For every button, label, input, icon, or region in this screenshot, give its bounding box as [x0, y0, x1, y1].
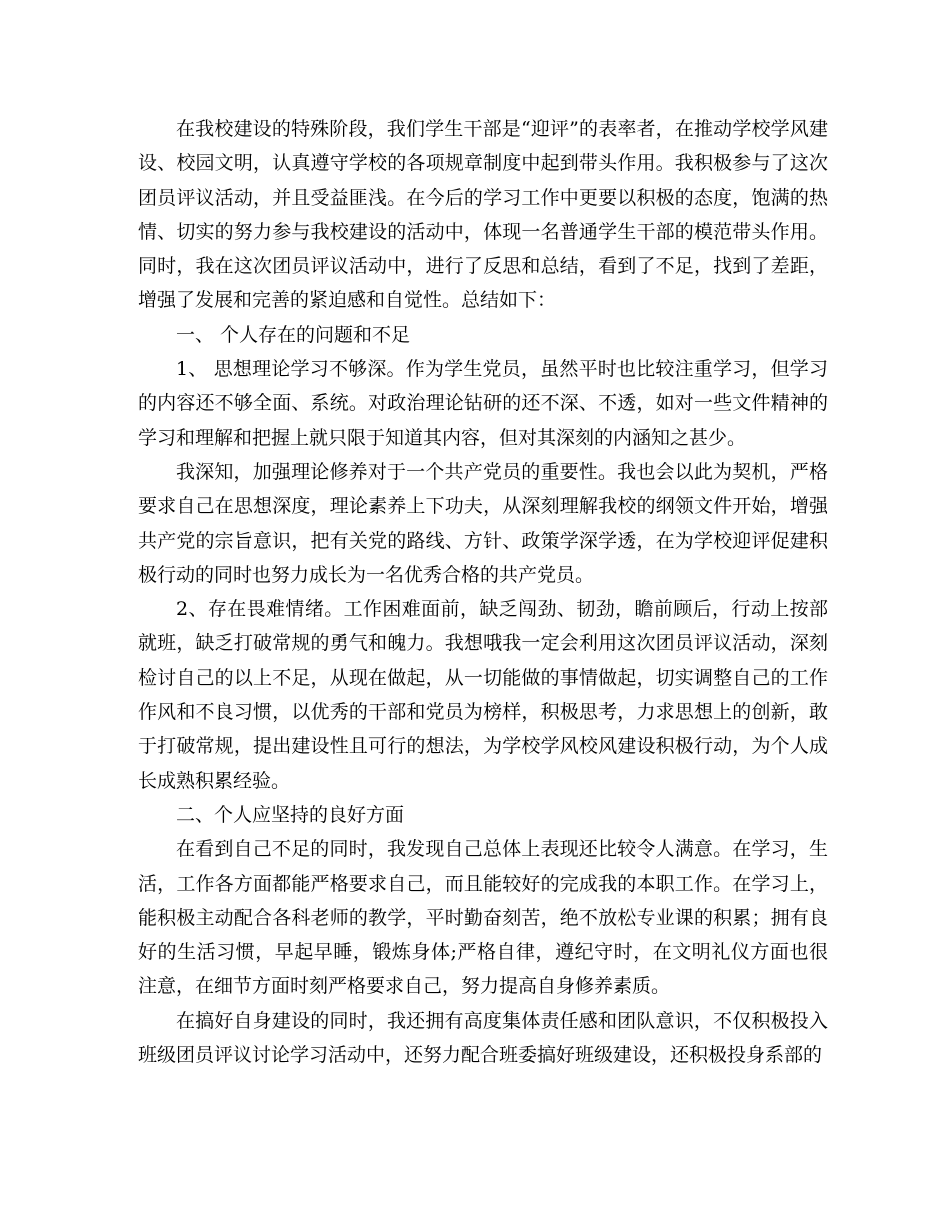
paragraph-intro: 在我校建设的特殊阶段，我们学生干部是“迎评”的表率者，在推动学校学风建设、校园文明，认真遵守学校的各项规章制度中起到带头作用。我积极参与了这次团员评议活动，并且受益匪浅。在今后的学习工作中更要以积极的态度，饱满的热情、切实的努力参与我校建设的活动中，体现一名普通学生干部的模范带头作用。同时，我在这次团员评议活动中，进行了反思和总结，看到了不足，找到了差距，增强了发展和完善的紧迫感和自觉性。总结如下：	[138, 118, 828, 312]
section-heading-problems: 一、 个人存在的问题和不足	[176, 323, 411, 346]
document-page	[138, 112, 828, 1072]
section-heading-strengths: 二、个人应坚持的良好方面	[176, 803, 405, 826]
paragraph-theory-commitment: 我深知，加强理论修养对于一个共产党员的重要性。我也会以此为契机，严格要求自己在思想深度，理论素养上下功夫，从深刻理解我校的纲领文件开始，增强共产党的宗旨意识，把有关党的路线、方针、政策学深学透，在为学校迎评促建积极行动的同时也努力成长为一名优秀合格的共产党员。	[138, 460, 828, 586]
paragraph-problem-2: 2、存在畏难情绪。工作困难面前，缺乏闯劲、韧劲，瞻前顾后，行动上按部就班，缺乏打破常规的勇气和魄力。我想哦我一定会利用这次团员评议活动，深刻检讨自己的以上不足，从现在做起，从一切能做的事情做起，切实调整自己的工作作风和不良习惯，以优秀的干部和党员为榜样，积极思考，力求思想上的创新，敢于打破常规，提出建设性且可行的想法，为学校学风校风建设积极行动，为个人成长成熟积累经验。	[138, 598, 828, 792]
paragraph-strengths: 在看到自己不足的同时，我发现自己总体上表现还比较令人满意。在学习，生活，工作各方面都能严格要求自己，而且能较好的完成我的本职工作。在学习上，能积极主动配合各科老师的教学，平时勤奋刻苦，绝不放松专业课的积累；拥有良好的生活习惯，早起早睡，锻炼身体;严格自律，遵纪守时，在文明礼仪方面也很注意，在细节方面时刻严格要求自己，努力提高自身修养素质。	[138, 838, 828, 998]
paragraph-collective: 在搞好自身建设的同时，我还拥有高度集体责任感和团队意识，不仅积极投入班级团员评议讨论学习活动中，还努力配合班委搞好班级建设，还积极投身系部的	[138, 1009, 828, 1067]
paragraph-problem-1: 1、 思想理论学习不够深。作为学生党员，虽然平时也比较注重学习，但学习的内容还不够全面、系统。对政治理论钻研的还不深、不透，如对一些文件精神的学习和理解和把握上就只限于知道其内容，但对其深刻的内涵知之甚少。	[138, 358, 828, 449]
